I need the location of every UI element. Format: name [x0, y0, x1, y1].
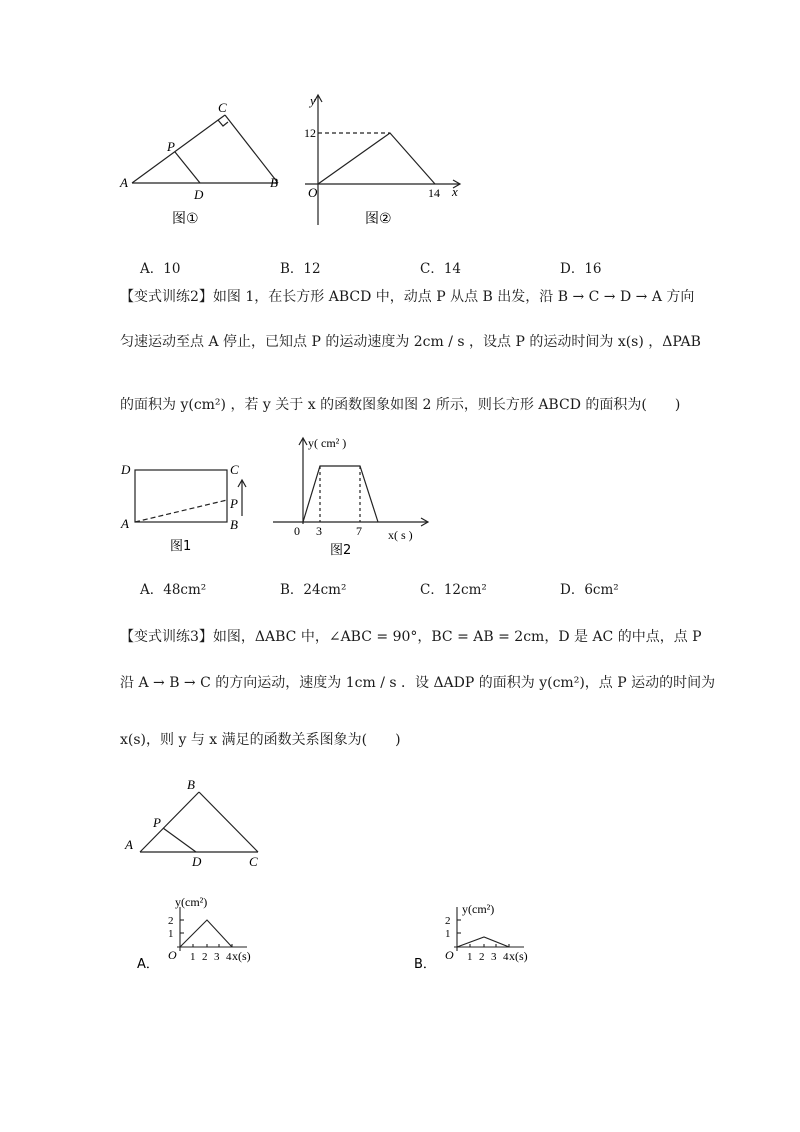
axis-x: x	[452, 184, 458, 199]
figure-caption: 图2	[330, 543, 352, 558]
q2-line-3: 的面积为 y(cm²) ，若 y 关于 x 的函数图象如图 2 所示，则长方形 ABCD 的面积为( )	[120, 397, 681, 413]
q3-line-2: 沿 A → B → C 的方向运动，速度为 1cm / s ．设 ΔADP 的面积为 y(cm²)，点 P 运动的时间为	[120, 675, 716, 691]
tick-3: 3	[316, 524, 322, 538]
axis-y: y(cm²)	[175, 895, 208, 909]
label-D: D	[121, 462, 131, 477]
label-C: C	[218, 100, 227, 115]
axis-y: y	[310, 93, 316, 108]
tick-x-4: 4	[503, 951, 509, 963]
label-P: P	[230, 496, 238, 511]
label-B: B	[270, 175, 278, 190]
tick-12: 12	[304, 126, 316, 140]
origin: 0	[294, 524, 300, 538]
option-b[interactable]: B．24cm²	[280, 582, 347, 598]
tick-14: 14	[428, 186, 440, 200]
option-b[interactable]: B．12	[280, 261, 321, 277]
q3-option-a-graph[interactable]	[135, 895, 275, 975]
option-d[interactable]: D．16	[560, 261, 602, 277]
axis-x: x(s)	[509, 949, 528, 963]
label-D: D	[192, 854, 202, 869]
tick-x-4: 4	[226, 951, 232, 963]
figure-caption: 图②	[365, 211, 392, 227]
tick-x-2: 2	[479, 951, 485, 963]
origin: O	[308, 185, 318, 200]
option-label: B．	[414, 957, 436, 972]
tick-x-3: 3	[491, 951, 497, 963]
option-label: A．	[137, 957, 159, 972]
tick-7: 7	[356, 524, 362, 538]
tick-x-3: 3	[214, 951, 220, 963]
label-A: A	[125, 837, 133, 852]
origin: O	[168, 948, 177, 962]
option-d[interactable]: D．6cm²	[560, 582, 619, 598]
tick-x-1: 1	[467, 951, 473, 963]
tick-y-1: 1	[445, 928, 451, 940]
tick-y-2: 2	[445, 915, 451, 927]
option-a[interactable]: A．10	[140, 261, 181, 277]
q3-line-1: 【变式训练3】如图，ΔABC 中，∠ABC = 90°，BC = AB = 2cm，D 是 AC 的中点，点 P	[120, 629, 702, 645]
label-P: P	[167, 139, 175, 154]
label-B: B	[187, 777, 195, 792]
q1-figure-2	[300, 90, 470, 235]
figure-caption: 图1	[170, 539, 192, 554]
option-c[interactable]: C．14	[420, 261, 462, 277]
axis-y: y(cm²)	[462, 902, 495, 916]
q3-option-b-graph[interactable]	[412, 895, 552, 975]
label-C: C	[230, 462, 239, 477]
tick-y-1: 1	[168, 928, 174, 940]
label-D: D	[194, 187, 204, 202]
axis-x: x( s )	[388, 528, 413, 542]
option-a[interactable]: A．48cm²	[140, 582, 207, 598]
option-c[interactable]: C．12cm²	[420, 582, 487, 598]
q2-options	[140, 578, 700, 598]
axis-x: x(s)	[232, 949, 251, 963]
tick-x-2: 2	[202, 951, 208, 963]
q3-figure	[115, 775, 275, 870]
axis-y: y( cm² )	[308, 436, 347, 450]
q2-figure-2	[268, 432, 438, 562]
q3-line-3: x(s)，则 y 与 x 满足的函数关系图象为( )	[120, 732, 401, 748]
tick-x-1: 1	[190, 951, 196, 963]
q2-line-2: 匀速运动至点 A 停止，已知点 P 的运动速度为 2cm / s ，设点 P 的运动时间为 x(s) ，ΔPAB	[120, 334, 701, 350]
q1-options	[140, 257, 700, 277]
label-B: B	[230, 517, 238, 532]
q2-line-1: 【变式训练2】如图 1，在长方形 ABCD 中，动点 P 从点 B 出发，沿 B → C → D → A 方向	[120, 289, 695, 305]
label-C: C	[249, 854, 258, 869]
figure-caption: 图①	[172, 211, 199, 227]
origin: O	[445, 948, 454, 962]
q1-figure-1	[110, 95, 300, 235]
label-P: P	[153, 815, 161, 830]
label-A: A	[120, 175, 128, 190]
tick-y-2: 2	[168, 915, 174, 927]
label-A: A	[121, 516, 129, 531]
q2-figure-1	[115, 458, 255, 563]
